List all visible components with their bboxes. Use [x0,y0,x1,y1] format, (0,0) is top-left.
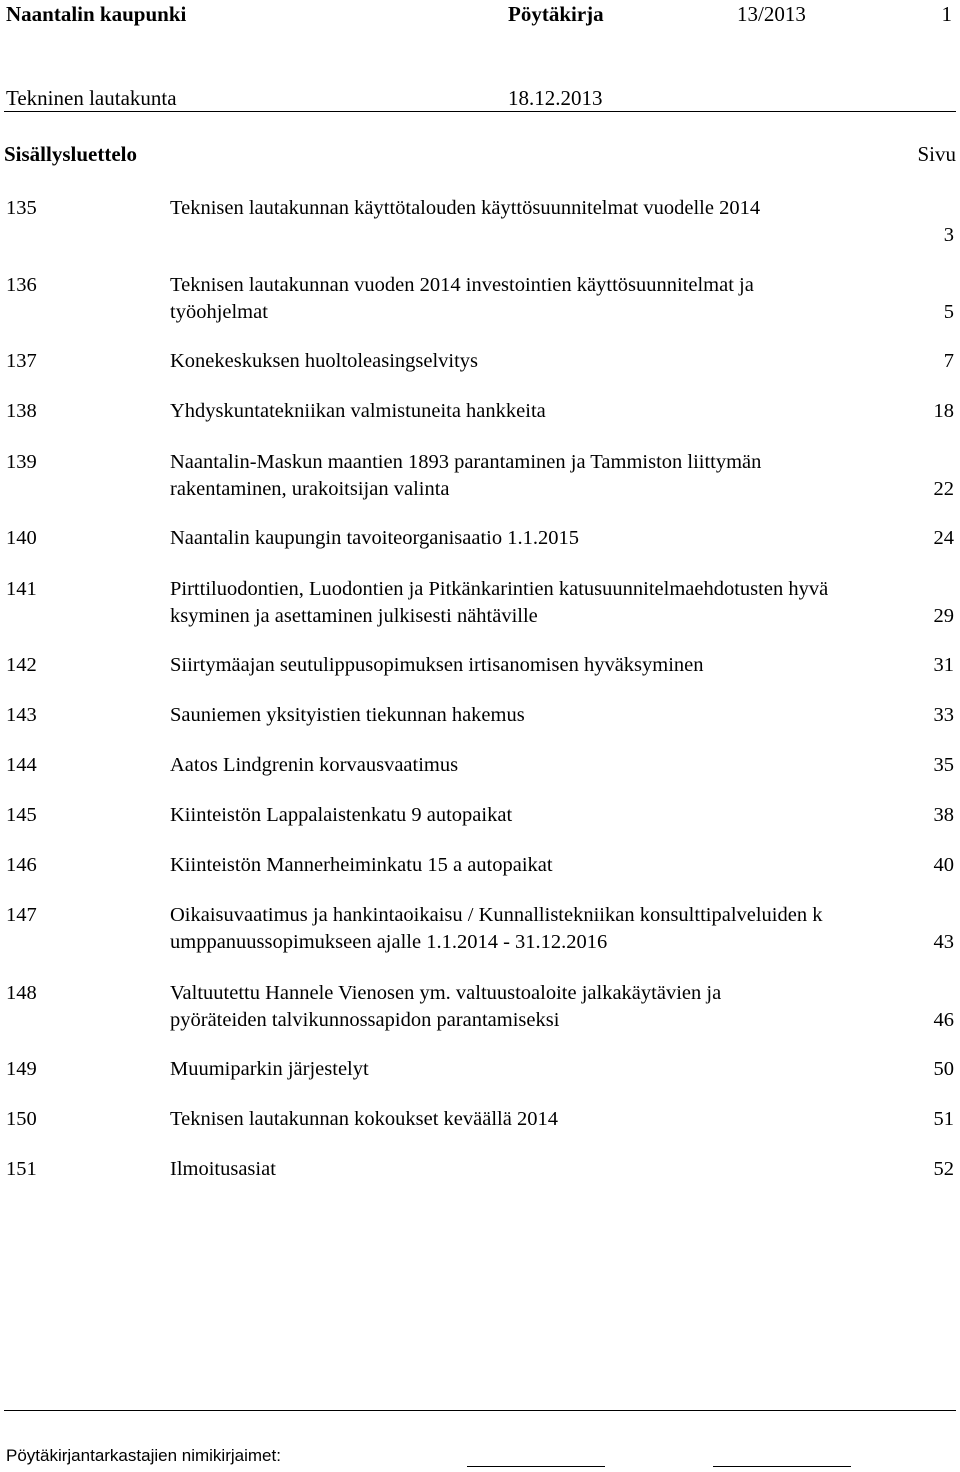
toc-entry[interactable] [0,449,960,503]
entry-number: 141 [6,578,37,600]
toc-heading-row [0,140,960,168]
entry-number: 149 [6,1058,37,1080]
entry-number: 142 [6,654,37,676]
organization-name: Naantalin kaupunki [6,2,187,26]
entry-number: 148 [6,982,37,1004]
toc-entry[interactable] [0,802,960,829]
page-number: 1 [941,2,952,26]
entry-number: 138 [6,400,37,422]
entry-title: Pirttiluodontien, Luodontien ja Pitkänkarintien katusuunnitelmaehdotusten hyväksyminen ja asettaminen julkisesti nähtäville [170,578,829,627]
entry-number: 139 [6,451,37,473]
toc-title: Sisällysluettelo [4,142,138,166]
entry-number: 140 [6,527,37,549]
entry-page: 35 [933,754,954,776]
toc-entry[interactable] [0,902,960,956]
signature-label: Pöytäkirjantarkastajien nimikirjaimet: [6,1446,281,1465]
toc-entry[interactable] [0,348,960,375]
entry-page: 33 [933,704,954,726]
entry-page: 46 [933,1009,954,1031]
entry-number: 150 [6,1108,37,1130]
signature-line-1 [467,1466,605,1467]
toc-entry[interactable] [0,702,960,729]
entry-page: 22 [933,478,954,500]
entry-page: 31 [933,654,954,676]
entry-number: 147 [6,904,37,926]
entry-number: 143 [6,704,37,726]
entry-number: 144 [6,754,37,776]
toc-entry[interactable] [0,1156,960,1183]
entry-page: 38 [933,804,954,826]
entry-title: Valtuutettu Hannele Vienosen ym. valtuustoaloite jalkakäytävien ja pyöräteiden talvikunnossapidon parantamiseksi [170,982,722,1031]
signature-line-2 [713,1466,851,1467]
entry-page: 43 [933,931,954,953]
toc-entry[interactable] [0,1056,960,1083]
entry-number: 151 [6,1158,37,1180]
entry-number: 145 [6,804,37,826]
entry-number: 137 [6,350,37,372]
entry-page: 29 [933,605,954,627]
toc-page-column-label: Sivu [917,142,956,166]
toc-entry[interactable] [0,398,960,425]
entry-title: Sauniemen yksityistien tiekunnan hakemus [170,704,525,726]
entry-page: 50 [933,1058,954,1080]
entry-page: 40 [933,854,954,876]
entry-title: Oikaisuvaatimus ja hankintaoikaisu / Kunnallistekniikan konsulttipalveluiden kumppanuussopimukseen ajalle 1.1.2014 - 31.12.2016 [170,904,823,953]
entry-number: 135 [6,197,37,219]
entry-page: 18 [933,400,954,422]
entry-title: Naantalin kaupungin tavoiteorganisaatio 1.1.2015 [170,527,579,549]
entry-page: 24 [933,527,954,549]
meeting-date: 18.12.2013 [508,86,603,110]
footer-divider [4,1410,956,1411]
entry-page: 3 [943,224,954,246]
entry-title: Yhdyskuntatekniikan valmistuneita hankkeita [170,400,546,422]
entry-page: 5 [943,301,954,323]
entry-page: 7 [943,350,954,372]
toc-entry[interactable] [0,1106,960,1133]
board-name: Tekninen lautakunta [6,86,177,110]
document-subheader [0,86,960,112]
document-number: 13/2013 [737,2,806,26]
toc-entry[interactable] [0,752,960,779]
entry-page: 51 [933,1108,954,1130]
toc-entry[interactable] [0,980,960,1034]
entry-title: Aatos Lindgrenin korvausvaatimus [170,754,459,776]
toc-entry[interactable] [0,576,960,630]
entry-title: Kiinteistön Mannerheiminkatu 15 a autopaikat [170,854,553,876]
toc-entry[interactable] [0,272,960,326]
toc-entry[interactable] [0,525,960,552]
entry-page: 52 [933,1158,954,1180]
entry-number: 136 [6,274,37,296]
document-type: Pöytäkirja [508,2,604,26]
entry-title: Kiinteistön Lappalaistenkatu 9 autopaikat [170,804,513,826]
entry-title: Teknisen lautakunnan vuoden 2014 investointien käyttösuunnitelmat ja työohjelmat [170,274,754,323]
entry-number: 146 [6,854,37,876]
entry-title: Konekeskuksen huoltoleasingselvitys [170,350,479,372]
entry-title: Teknisen lautakunnan käyttötalouden käyttösuunnitelmat vuodelle 2014 [170,197,761,219]
toc-entry[interactable] [0,195,960,249]
header-divider [4,111,956,112]
toc-entry[interactable] [0,852,960,879]
entry-title: Ilmoitusasiat [170,1158,276,1180]
entry-title: Naantalin-Maskun maantien 1893 parantaminen ja Tammiston liittymän rakentaminen, urakoitsijan valinta [170,451,762,500]
toc-entry[interactable] [0,652,960,679]
document-header [0,0,960,30]
entry-title: Teknisen lautakunnan kokoukset keväällä 2014 [170,1108,558,1130]
entry-title: Muumiparkin järjestelyt [170,1058,369,1080]
entry-title: Siirtymäajan seutulippusopimuksen irtisanomisen hyväksyminen [170,654,704,676]
